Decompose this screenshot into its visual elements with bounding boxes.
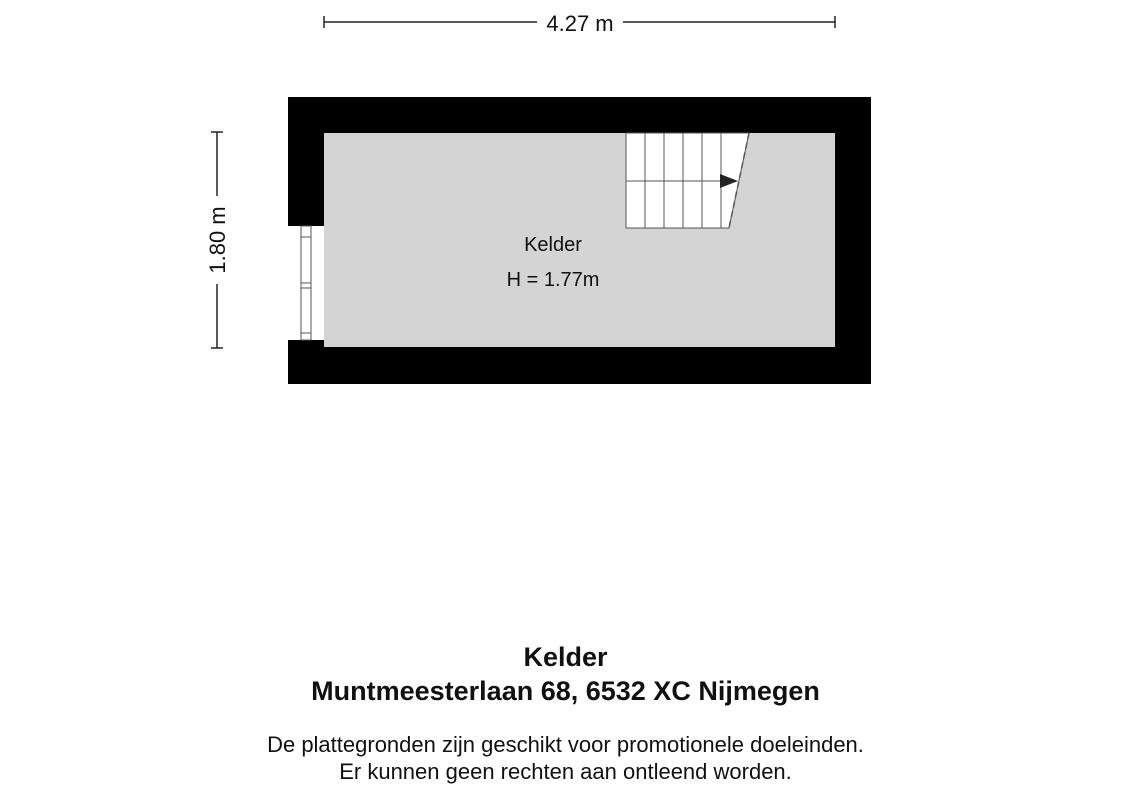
disclaimer-line-1: De plattegronden zijn geschikt voor promotionele doeleinden. [267, 732, 864, 757]
room-height: H = 1.77m [506, 269, 600, 291]
disclaimer [0, 731, 1131, 785]
plan-address: Muntmeesterlaan 68, 6532 XC Nijmegen [311, 676, 820, 706]
window [288, 226, 324, 340]
height-dimension [205, 132, 230, 348]
room-name: Kelder [524, 234, 582, 256]
height-dimension-label: 1.80 m [205, 206, 230, 274]
staircase [626, 133, 749, 228]
width-dimension-label: 4.27 m [546, 11, 614, 36]
plan-title: Kelder [523, 642, 608, 672]
width-dimension [324, 11, 835, 36]
disclaimer-line-2: Er kunnen geen rechten aan ontleend worden. [339, 759, 792, 784]
